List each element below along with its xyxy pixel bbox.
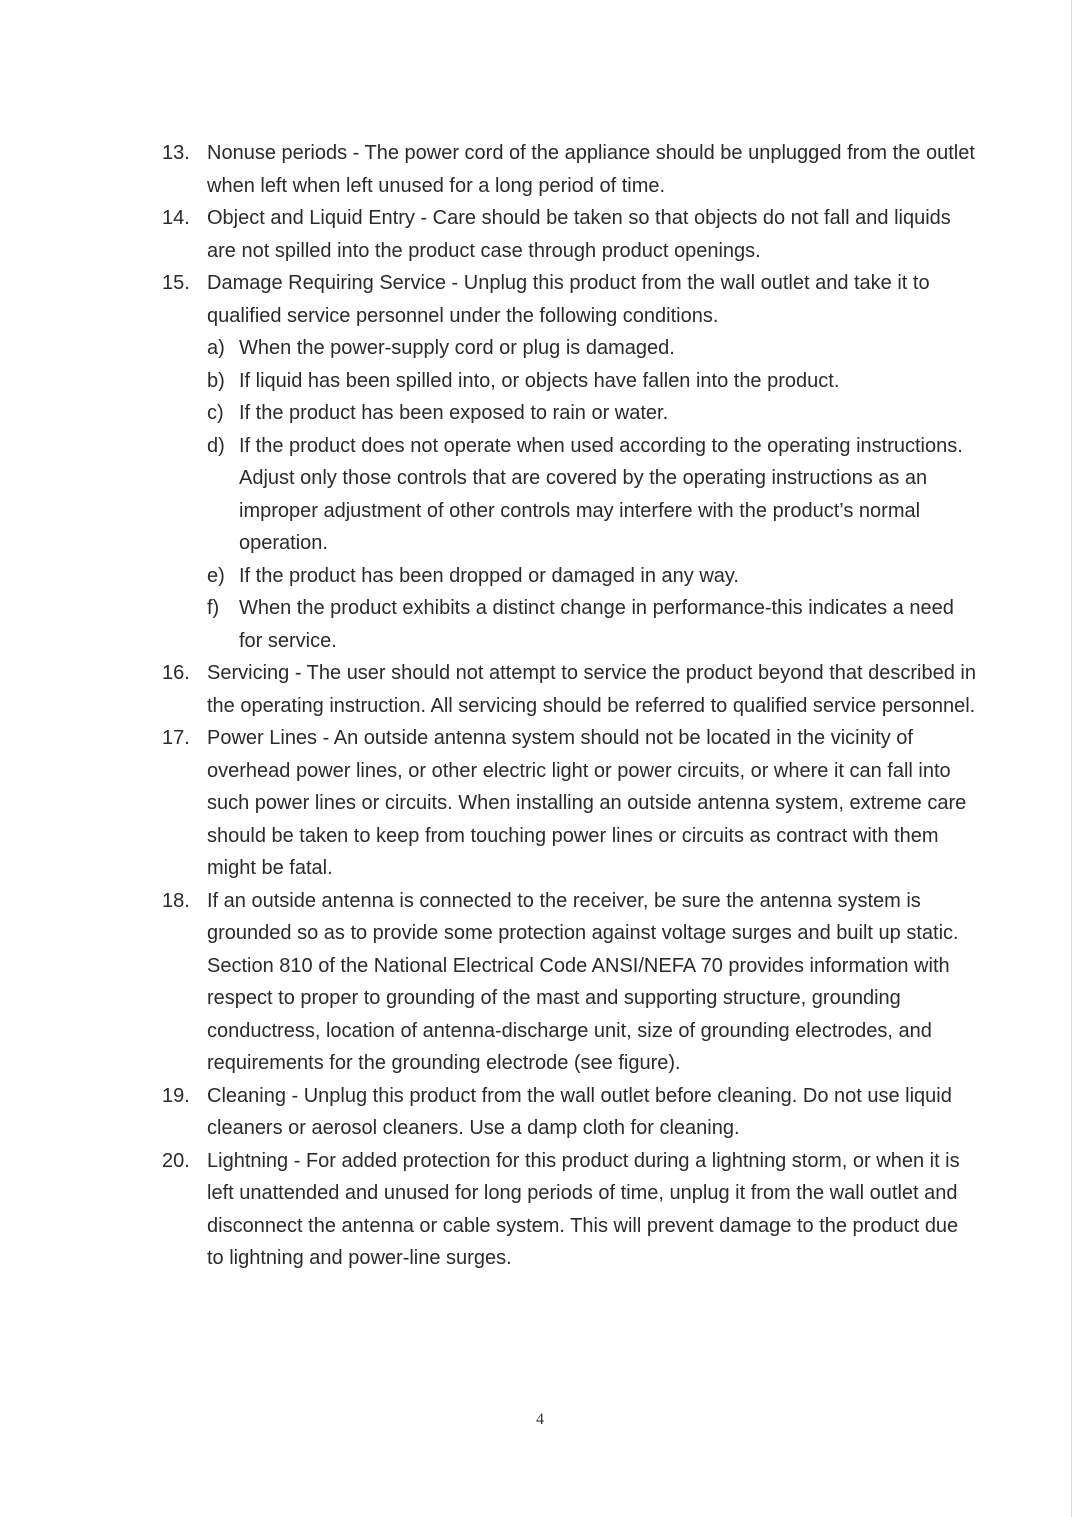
safety-instructions-list: [162, 137, 978, 1275]
item-number: 20.: [162, 1149, 190, 1172]
sub-item-text: When the product exhibits a distinct change in performance-this indicates a need for service.: [239, 597, 954, 652]
list-item-17: [162, 722, 978, 885]
item-text: Servicing - The user should not attempt to service the product beyond that described in the operating instruction. All servicing should be referred to qualified service personnel.: [207, 662, 976, 717]
sub-item-letter: d): [207, 434, 225, 457]
sub-item-letter: a): [207, 337, 225, 359]
sub-item-d: [207, 430, 978, 463]
sub-item-f: [207, 592, 978, 657]
list-item-18: [162, 885, 978, 1080]
sub-item-letter: f): [207, 597, 220, 619]
item-text: Cleaning - Unplug this product from the wall outlet before cleaning. Do not use liquid cleaners or aerosol cleaners. Use a damp cloth for cleaning.: [207, 1084, 952, 1139]
item-number: 19.: [162, 1084, 190, 1107]
sub-item-text: If the product has been dropped or damaged in any way.: [239, 564, 739, 587]
sub-item-text: When the power-supply cord or plug is damaged.: [239, 337, 675, 359]
item-text: Nonuse periods - The power cord of the appliance should be unplugged from the outlet when left when left unused for a long period of time.: [207, 142, 975, 197]
page-number: 4: [536, 1411, 544, 1428]
item-number: 15.: [162, 272, 190, 294]
item-text: Object and Liquid Entry - Care should be taken so that objects do not fall and liquids are not spilled into the product case through product openings.: [207, 207, 951, 262]
list-item-14: [162, 202, 978, 267]
sub-item-text: If the product has been exposed to rain or water.: [239, 402, 669, 424]
item-number: 17.: [162, 727, 190, 749]
scan-edge-line: [1071, 0, 1072, 1517]
list-item-16: [162, 657, 978, 722]
item-text: Damage Requiring Service - Unplug this product from the wall outlet and take it to qualified service personnel under the following conditions.: [207, 272, 930, 327]
item-number: 14.: [162, 207, 190, 229]
item-text: Power Lines - An outside antenna system should not be located in the vicinity of overhead power lines, or other electric light or power circuits, or where it can fall into such power lines or circuits. When installing an outside antenna system, extreme care should be taken to keep from touching power lines or circuits as contract with them might be fatal.: [207, 727, 967, 879]
sub-item-e: [207, 560, 978, 593]
list-item-15: [162, 267, 978, 657]
sub-item-note: Adjust only those controls that are covered by the operating instructions as an improper adjustment of other controls may interfere with the product’s normal operation.: [239, 467, 928, 554]
list-item-19: [162, 1080, 978, 1145]
sub-item-c: [207, 397, 978, 430]
item-number: 16.: [162, 662, 190, 684]
list-item-20: [162, 1145, 978, 1275]
item-text: If an outside antenna is connected to the receiver, be sure the antenna system is grounded so as to provide some protection against voltage surges and built up static. Section 810 of the National Electrical Code ANSI/NEFA 70 provides information with respect to proper to grounding of the mast and supporting structure, grounding conductress, location of antenna-discharge unit, size of grounding electrodes, and requirements for the grounding electrode (see figure).: [207, 889, 959, 1074]
sub-item-text: If liquid has been spilled into, or objects have fallen into the product.: [239, 369, 840, 392]
sub-item-a: [207, 332, 978, 365]
item-number: 13.: [162, 142, 190, 164]
sub-item-text: If the product does not operate when used according to the operating instructions.: [239, 434, 963, 457]
list-item-13: [162, 137, 978, 202]
sub-item-letter: c): [207, 402, 224, 424]
sub-item-letter: b): [207, 369, 225, 392]
sub-item-b: [207, 365, 978, 398]
item-number: 18.: [162, 889, 190, 912]
item-text: Lightning - For added protection for this product during a lightning storm, or when it is left unattended and unused for long periods of time, unplug it from the wall outlet and disconnect the antenna or cable system. This will prevent damage to the product due to lightning and power-line surges.: [207, 1149, 960, 1269]
sub-item-letter: e): [207, 564, 225, 587]
